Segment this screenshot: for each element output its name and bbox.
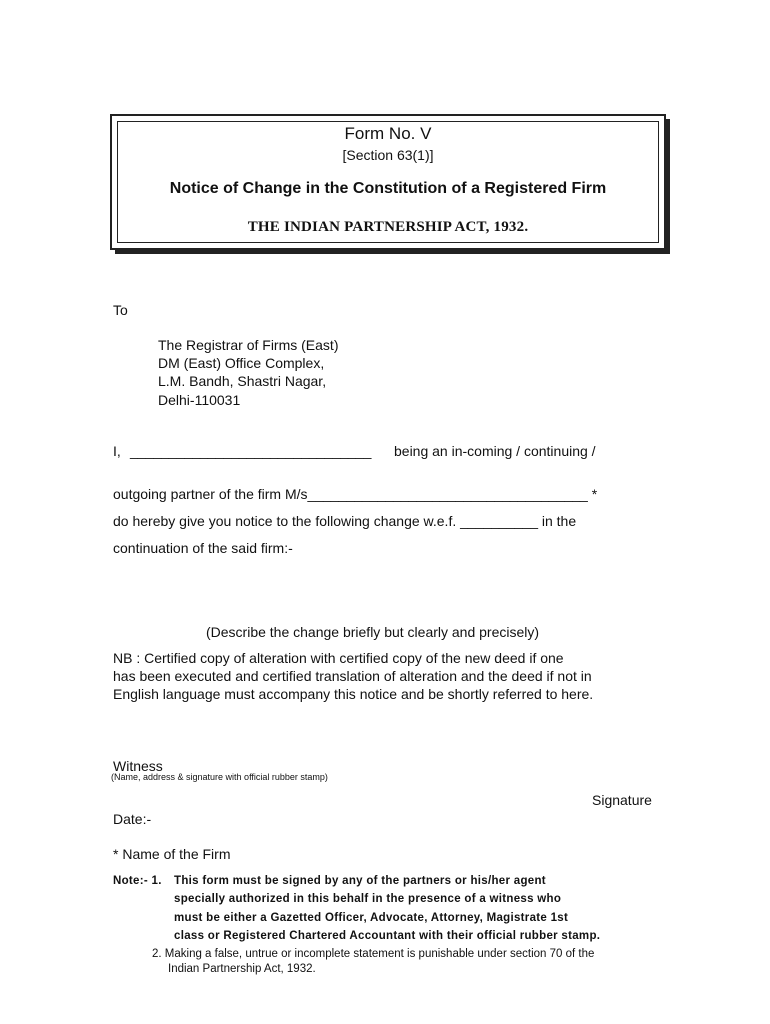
declarant-name-blank[interactable]: _______________________________ xyxy=(130,443,372,459)
firm-name-line[interactable]: outgoing partner of the firm M/s____________________________________ * xyxy=(113,486,598,502)
note-1-line-2: specially authorized in this behalf in the presence of a witness who xyxy=(174,893,562,905)
note-1-line-3: must be either a Gazetted Officer, Advocate, Attorney, Magistrate 1st xyxy=(174,912,569,924)
nb-line-2: has been executed and certified translation of alteration and the deed if not in xyxy=(113,668,592,684)
witness-note: (Name, address & signature with official rubber stamp) xyxy=(111,772,328,782)
nb-line-3: English language must accompany this notice and be shortly referred to here. xyxy=(113,686,594,702)
section-reference: [Section 63(1)] xyxy=(342,147,434,163)
notice-title: Notice of Change in the Constitution of a Registered Firm xyxy=(169,180,607,197)
notice-date-line[interactable]: do hereby give you notice to the following change w.e.f. __________ in the xyxy=(113,513,577,529)
address-line-1: The Registrar of Firms (East) xyxy=(158,337,339,353)
describe-change-instruction: (Describe the change briefly but clearly and precisely) xyxy=(206,624,540,640)
date-label: Date:- xyxy=(113,811,152,827)
form-header-box xyxy=(110,114,666,250)
firm-name-footnote: * Name of the Firm xyxy=(113,846,231,862)
note-label: Note:- 1. xyxy=(113,875,162,887)
nb-line-1: NB : Certified copy of alteration with certified copy of the new deed if one xyxy=(113,650,564,666)
address-line-3: L.M. Bandh, Shastri Nagar, xyxy=(158,373,327,389)
to-label: To xyxy=(113,302,128,318)
note-1-line-1: This form must be signed by any of the partners or his/her agent xyxy=(174,875,546,887)
declarant-prefix: I, xyxy=(113,443,121,459)
note-1-line-4: class or Registered Chartered Accountant with their official rubber stamp. xyxy=(174,930,601,942)
note-2-line-2: Indian Partnership Act, 1932. xyxy=(168,963,316,975)
act-title: THE INDIAN PARTNERSHIP ACT, 1932. xyxy=(247,219,529,235)
address-line-4: Delhi-110031 xyxy=(158,392,241,408)
witness-label: Witness xyxy=(113,758,163,774)
continuation-line: continuation of the said firm:- xyxy=(113,540,293,556)
address-line-2: DM (East) Office Complex, xyxy=(158,355,325,371)
note-2-line-1: 2. Making a false, untrue or incomplete statement is punishable under section 70 of the xyxy=(152,948,595,960)
partner-status-text: being an in-coming / continuing / xyxy=(394,443,596,459)
signature-label: Signature xyxy=(592,792,652,808)
form-number: Form No. V xyxy=(344,124,432,143)
